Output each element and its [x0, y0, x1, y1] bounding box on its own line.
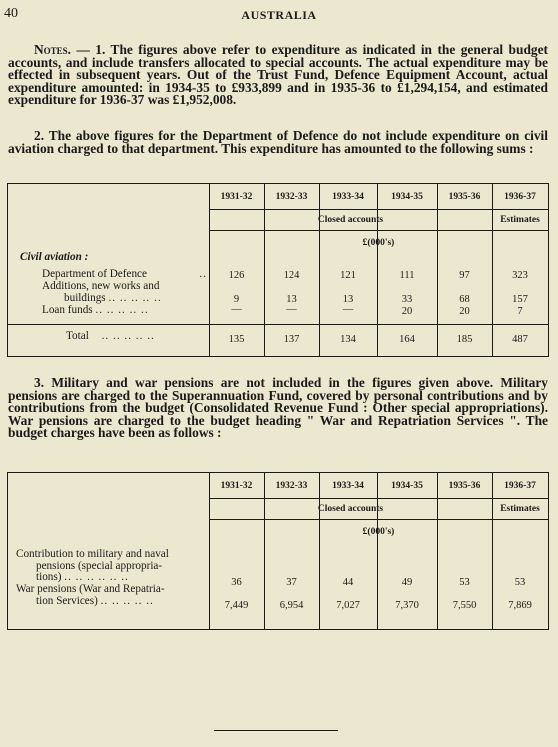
civil-aviation-table — [7, 183, 549, 357]
t2-cell: 44 — [342, 577, 354, 588]
t1-cell: 121 — [340, 270, 356, 281]
t1-year-1932: 1932-33 — [275, 192, 308, 202]
t1-row-loan: Loan funds .. .. .. .. .. — [42, 304, 149, 316]
t1-row-total: Total .. .. .. .. .. — [66, 330, 155, 342]
pensions-table — [7, 472, 549, 630]
t2-cell: 37 — [286, 577, 297, 588]
note-1-text: The figures above refer to expenditure as indicated in the general budget accounts, and include transfers allocated to special accounts. The actual expenditure may be effected in subsequent years. Out of the Trust Fund, Defence Equipment Account, actual expenditure amounted: in 1934-35 to £933,899 and in 1935-36 to £1,294,154, and estimated expenditure for 1936-37 was £1,952,008. — [8, 42, 548, 108]
t1-year-1933: 1933-34 — [332, 192, 364, 202]
t1-year-1935: 1935-36 — [448, 192, 481, 202]
t1-cell: 68 — [459, 294, 470, 305]
t2-cell: 7,370 — [395, 600, 419, 611]
t1-cell: 13 — [342, 294, 354, 305]
t2-cell: 53 — [459, 577, 470, 588]
t1-cell: 487 — [512, 334, 528, 345]
t1-cell: 185 — [456, 334, 473, 345]
t1-cell: 9 — [233, 294, 240, 305]
t1-cell: 7 — [517, 306, 523, 317]
t2-unit: £(000's) — [362, 527, 395, 537]
t1-row-total-label: Total — [66, 330, 89, 342]
t2-year-1933: 1933-34 — [332, 481, 364, 491]
t1-cell: 33 — [401, 294, 413, 305]
note-3-text: Military and war pensions are not included in the figures given above. Military pensions are charged to the Superannuation Fund, covered by personal contributions and by contributions from the budget (Consolidated Revenue Fund : Other special appropriations). War pensions are charged to the budget heading " War and Repatriation Services ". The budget charges have been as follows : — [8, 375, 548, 441]
t2-cell: 6,954 — [279, 600, 304, 611]
t1-cell: — — [231, 304, 242, 315]
t1-cell: 135 — [228, 334, 245, 345]
note-3-number: 3. — [34, 375, 45, 390]
t1-closed-accounts: Closed accounts — [317, 215, 384, 225]
footer-rule — [214, 730, 338, 731]
t2-row-contribution-label3: tions) — [36, 571, 62, 583]
t2-cell: 7,449 — [224, 600, 249, 611]
t1-row-additions-label1: Additions, new works and — [42, 280, 160, 292]
t1-row-additions-label2: buildings — [64, 291, 106, 304]
t2-row-contribution: Contribution to military and naval pensions (special appropria- tions) .. .. .. .. .. .. — [16, 549, 208, 584]
t2-year-1935: 1935-36 — [448, 481, 481, 491]
t1-cell: 126 — [228, 270, 245, 281]
note-2-number: 2. — [34, 128, 45, 143]
t2-cell: 7,550 — [452, 600, 477, 611]
t2-cell: 49 — [401, 577, 413, 588]
t1-cell: 137 — [283, 334, 300, 345]
t2-year-1934: 1934-35 — [391, 481, 423, 491]
t2-row-war-label1: War pensions (War and Repatria- — [16, 583, 165, 595]
t1-unit: £(000's) — [362, 238, 395, 248]
t1-row-defence: Department of Defence .. — [42, 268, 207, 280]
t2-cell: 53 — [514, 577, 526, 588]
t1-cell: 134 — [340, 334, 356, 345]
t1-cell: 157 — [512, 294, 528, 305]
t1-cell: — — [286, 304, 297, 315]
t1-row-additions: Additions, new works and buildings .. .. .. .. .. — [42, 281, 207, 304]
t1-estimates: Estimates — [500, 215, 540, 225]
t1-year-1934: 1934-35 — [391, 192, 423, 202]
t1-cell: 20 — [401, 306, 413, 317]
t1-cell: 97 — [459, 270, 470, 281]
t1-section-label: Civil aviation : — [20, 251, 89, 263]
t1-row-loan-label: Loan funds — [42, 304, 93, 316]
t2-estimates: Estimates — [500, 504, 540, 514]
t2-year-1936: 1936-37 — [504, 481, 536, 491]
t2-closed-accounts: Closed accounts — [317, 504, 384, 514]
t2-cell: 36 — [231, 577, 242, 588]
t1-cell: 13 — [286, 294, 297, 305]
t2-row-war-label2: tion Services) — [36, 594, 98, 607]
note-1-number: 1. — [95, 42, 106, 57]
t2-cell: 7,869 — [508, 600, 532, 611]
t2-row-war-pensions: War pensions (War and Repatria- tion Services) .. .. .. .. .. — [16, 584, 208, 607]
t1-cell: 164 — [399, 334, 415, 345]
t1-cell: 323 — [512, 270, 528, 281]
note-2-text: The above figures for the Department of Defence do not include expenditure on civil aviation charged to that department. This expenditure has amounted to the following sums : — [8, 128, 549, 156]
t1-row-defence-label: Department of Defence — [42, 268, 147, 280]
page-number: 40 — [4, 6, 18, 21]
running-head: AUSTRALIA — [241, 8, 317, 22]
t1-cell: 111 — [399, 270, 415, 281]
t2-cell: 7,027 — [336, 600, 360, 611]
t1-year-1936: 1936-37 — [504, 192, 536, 202]
t1-cell: — — [342, 304, 354, 315]
t1-year-1931: 1931-32 — [220, 192, 253, 202]
note-2 — [8, 130, 548, 155]
notes-heading: Notes. — [34, 42, 72, 57]
t1-cell: 20 — [459, 306, 470, 317]
t2-row-contribution-label2: pensions (special appropria- — [36, 559, 163, 572]
t1-cell: 124 — [283, 270, 300, 281]
t2-row-contribution-label1: Contribution to military and naval — [16, 548, 169, 560]
note-3 — [8, 377, 548, 440]
t2-year-1932: 1932-33 — [275, 481, 308, 491]
note-1: Notes. — 1. The figures above refer to expenditure as indicated in the general budget accounts, and include transfers allocated to special accounts. The actual expenditure may be effected in subsequent years. Out of the Trust Fund, Defence Equipment Account, actual expenditure amounted: in 1934-35 to £933,899 and in 1935-36 to £1,294,154, and estimated expenditure for 1936-37 was £1,952,008. — [8, 42, 548, 108]
t2-year-1931: 1931-32 — [220, 481, 253, 491]
